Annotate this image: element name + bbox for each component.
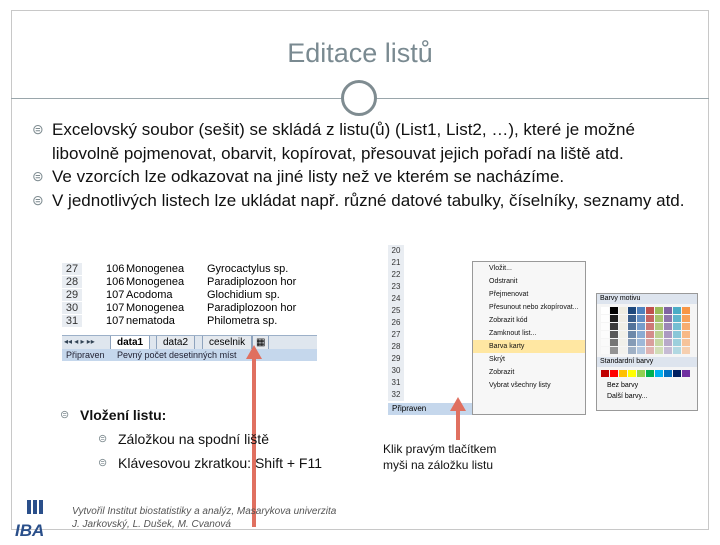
cell[interactable]: 107: [106, 289, 125, 301]
row-number: 28: [388, 341, 404, 353]
color-swatch[interactable]: [637, 331, 645, 338]
arrow-left-head: [246, 345, 262, 359]
cell[interactable]: nematoda: [126, 315, 175, 327]
more-colors-option[interactable]: Další barvy...: [607, 393, 648, 400]
color-swatch[interactable]: [646, 307, 654, 314]
color-swatch[interactable]: [646, 339, 654, 346]
row-number: 28: [62, 276, 82, 288]
color-swatch[interactable]: [673, 370, 681, 377]
tab-data2[interactable]: data2: [156, 336, 195, 350]
table-row: [62, 302, 317, 314]
color-swatch[interactable]: [637, 315, 645, 322]
color-swatch[interactable]: [646, 370, 654, 377]
table-row: [62, 315, 317, 327]
color-swatch[interactable]: [646, 323, 654, 330]
color-swatch[interactable]: [682, 315, 690, 322]
color-swatch[interactable]: [637, 347, 645, 354]
row-number: 24: [388, 293, 404, 305]
color-swatch[interactable]: [628, 315, 636, 322]
bullet-3: [32, 189, 702, 213]
status-ready: Připraven: [66, 350, 105, 360]
row-number: 29: [62, 289, 82, 301]
color-swatch[interactable]: [628, 323, 636, 330]
menu-item[interactable]: Přesunout nebo zkopírovat...: [489, 304, 579, 311]
row-number: 31: [388, 377, 404, 389]
color-swatch[interactable]: [655, 347, 663, 354]
row-number: 31: [62, 315, 82, 327]
color-swatch[interactable]: [628, 339, 636, 346]
cell[interactable]: Monogenea: [126, 302, 185, 314]
color-swatch[interactable]: [664, 339, 672, 346]
color-swatch[interactable]: [610, 347, 618, 354]
color-swatch[interactable]: [601, 331, 609, 338]
cell[interactable]: Paradiplozoon hor: [207, 276, 297, 288]
row-number: 30: [388, 365, 404, 377]
color-swatch[interactable]: [628, 347, 636, 354]
menu-item[interactable]: Skrýt: [489, 356, 505, 363]
color-swatch[interactable]: [655, 331, 663, 338]
bullet-icon: ⊜: [32, 191, 44, 208]
cell[interactable]: 107: [106, 315, 125, 327]
subbullet-head-text: Vložení listu:: [80, 407, 167, 423]
row-number: 27: [62, 263, 82, 275]
color-swatch[interactable]: [655, 370, 663, 377]
subbullet-1: [60, 427, 322, 451]
color-swatch[interactable]: [682, 339, 690, 346]
color-swatch[interactable]: [619, 315, 627, 322]
cell[interactable]: 106: [106, 263, 125, 275]
color-swatch[interactable]: [610, 339, 618, 346]
footer-line: Vytvořil Institut biostatistiky a analýz, Masarykova univerzita: [72, 506, 337, 517]
row-number: 22: [388, 269, 404, 281]
color-swatch[interactable]: [682, 370, 690, 377]
subbullet-text: Klávesovou zkratkou: Shift + F11: [118, 455, 323, 471]
insert-sheet-bullets: [60, 403, 322, 475]
color-swatch[interactable]: [655, 315, 663, 322]
row-number: 21: [388, 257, 404, 269]
color-swatch[interactable]: [628, 307, 636, 314]
color-swatch[interactable]: [601, 323, 609, 330]
row-number: 26: [388, 317, 404, 329]
logo-text: IBA: [15, 521, 45, 540]
menu-item[interactable]: Odstranit: [489, 278, 518, 285]
cell[interactable]: Philometra sp.: [207, 315, 278, 327]
status-decimals: Pevný počet desetinných míst: [117, 350, 237, 360]
subbullet-2: [60, 451, 322, 475]
color-swatch[interactable]: [646, 331, 654, 338]
color-swatch[interactable]: [646, 315, 654, 322]
row-number: 27: [388, 329, 404, 341]
menu-item[interactable]: Zamknout list...: [489, 330, 537, 337]
bullet-text: Ve vzorcích lze odkazovat na jiné listy než ve kterém se nacházíme.: [52, 167, 565, 186]
color-swatch[interactable]: [601, 347, 609, 354]
color-swatch[interactable]: [682, 323, 690, 330]
theme-swatches: [597, 304, 697, 357]
color-swatch[interactable]: [610, 331, 618, 338]
cell[interactable]: 106: [106, 276, 125, 288]
subbullet-head: [60, 403, 322, 427]
arrow-right-head: [450, 397, 466, 411]
caption-line: Klik pravým tlačítkem: [383, 442, 497, 456]
color-swatch[interactable]: [601, 339, 609, 346]
color-swatch[interactable]: [673, 307, 681, 314]
color-swatch[interactable]: [601, 370, 609, 377]
subbullet-text: Záložkou na spodní liště: [118, 431, 269, 447]
color-swatch[interactable]: [673, 315, 681, 322]
menu-item[interactable]: Vybrat všechny listy: [489, 382, 551, 389]
color-swatch[interactable]: [664, 347, 672, 354]
color-swatch[interactable]: [619, 347, 627, 354]
caption-line: myši na záložku listu: [383, 458, 494, 472]
color-swatch[interactable]: [673, 347, 681, 354]
bullet-icon: ⊜: [32, 121, 44, 137]
tab-ceselnik[interactable]: ceselnik: [202, 336, 252, 350]
color-swatch[interactable]: [646, 347, 654, 354]
menu-item[interactable]: Přejmenovat: [489, 291, 529, 298]
no-color-option[interactable]: Bez barvy: [607, 382, 639, 389]
color-swatch[interactable]: [682, 347, 690, 354]
palette-theme-label: Barvy motivu: [597, 294, 697, 304]
color-swatch[interactable]: [664, 307, 672, 314]
bullet-icon: ⊜: [98, 457, 108, 469]
color-swatch[interactable]: [619, 339, 627, 346]
cell[interactable]: Paradiplozoon hor: [207, 302, 297, 314]
color-swatch[interactable]: [628, 331, 636, 338]
color-swatch[interactable]: [619, 307, 627, 314]
slide-title: Editace listů: [287, 38, 433, 68]
bullet-text: Excelovský soubor (sešit) se skládá z listu(ů) (List1, List2, …), které je možné libovolně pojmenovat, obarvit, kopírovat, přesouvat jejich pořadí na liště atd.: [52, 120, 635, 163]
logo-graphic: [13, 498, 57, 540]
color-swatch[interactable]: [673, 339, 681, 346]
color-swatch[interactable]: [637, 307, 645, 314]
context-menu: [472, 261, 586, 415]
menu-item[interactable]: Vložit...: [489, 265, 512, 272]
tab-data1[interactable]: data1: [110, 336, 150, 350]
color-swatch[interactable]: [610, 323, 618, 330]
bullet-icon: ⊜: [32, 168, 44, 184]
row-number: 30: [62, 302, 82, 314]
color-swatch[interactable]: [673, 323, 681, 330]
cell[interactable]: 107: [106, 302, 125, 314]
table-row: [62, 276, 317, 288]
color-swatch[interactable]: [601, 315, 609, 322]
row-number: 25: [388, 305, 404, 317]
color-swatch[interactable]: [664, 323, 672, 330]
color-swatch[interactable]: [619, 331, 627, 338]
standard-swatches: [597, 367, 697, 380]
color-swatch[interactable]: [601, 307, 609, 314]
footer-line: J. Jarkovský, L. Dušek, M. Cvanová: [72, 519, 231, 530]
color-swatch[interactable]: [610, 315, 618, 322]
color-swatch[interactable]: [664, 370, 672, 377]
color-swatch[interactable]: [655, 323, 663, 330]
tab-scroll-arrows-icon[interactable]: ◂◂ ◂ ▸ ▸▸: [64, 337, 95, 346]
bullet-1: [32, 118, 702, 165]
color-swatch[interactable]: [664, 331, 672, 338]
bullet-2: [32, 165, 702, 189]
bullet-text: V jednotlivých listech lze ukládat např. různé datové tabulky, číselníky, seznamy atd.: [52, 190, 685, 210]
menu-item[interactable]: Barva karty: [473, 340, 585, 353]
palette-standard-label: Standardní barvy: [597, 357, 697, 367]
context-menu-screenshot: [388, 245, 698, 415]
menu-item[interactable]: Zobrazit: [489, 369, 515, 376]
row-number: 23: [388, 281, 404, 293]
row-number: 20: [388, 245, 404, 257]
color-swatch[interactable]: [637, 323, 645, 330]
color-swatch[interactable]: [610, 370, 618, 377]
cell[interactable]: Glochidium sp.: [207, 289, 280, 301]
status-ready: Připraven: [392, 404, 427, 413]
status-bar: [62, 349, 317, 361]
color-swatch[interactable]: [619, 323, 627, 330]
color-swatch[interactable]: [628, 370, 636, 377]
cell[interactable]: Monogenea: [126, 276, 185, 288]
main-bullets: [32, 118, 702, 212]
color-swatch[interactable]: [637, 339, 645, 346]
color-swatch[interactable]: [655, 339, 663, 346]
color-swatch[interactable]: [682, 307, 690, 314]
color-swatch[interactable]: [610, 307, 618, 314]
color-swatch[interactable]: [664, 315, 672, 322]
color-swatch[interactable]: [673, 331, 681, 338]
sheet-tab-bar: [62, 335, 317, 350]
sheet-tabs-screenshot: [62, 253, 317, 361]
cell[interactable]: Gyrocactylus sp.: [207, 263, 289, 275]
right-click-caption: [383, 441, 496, 473]
row-number: 32: [388, 389, 404, 401]
color-swatch[interactable]: [655, 307, 663, 314]
menu-item[interactable]: Zobrazit kód: [489, 317, 528, 324]
iba-logo: [13, 498, 57, 540]
bullet-icon: ⊜: [98, 433, 108, 445]
tab-color-palette: [596, 293, 698, 411]
row-number: 29: [388, 353, 404, 365]
cell[interactable]: Monogenea: [126, 263, 185, 275]
table-row: [62, 289, 317, 301]
arrow-right-shaft: [456, 408, 460, 440]
cell[interactable]: Acodoma: [126, 289, 173, 301]
color-swatch[interactable]: [619, 370, 627, 377]
table-row: [62, 263, 317, 275]
footer-credits: [72, 505, 336, 531]
circle-ornament: [341, 80, 377, 116]
color-swatch[interactable]: [682, 331, 690, 338]
insert-sheet-icon[interactable]: ▦: [252, 336, 269, 350]
color-swatch[interactable]: [637, 370, 645, 377]
bullet-icon: ⊜: [60, 409, 70, 421]
